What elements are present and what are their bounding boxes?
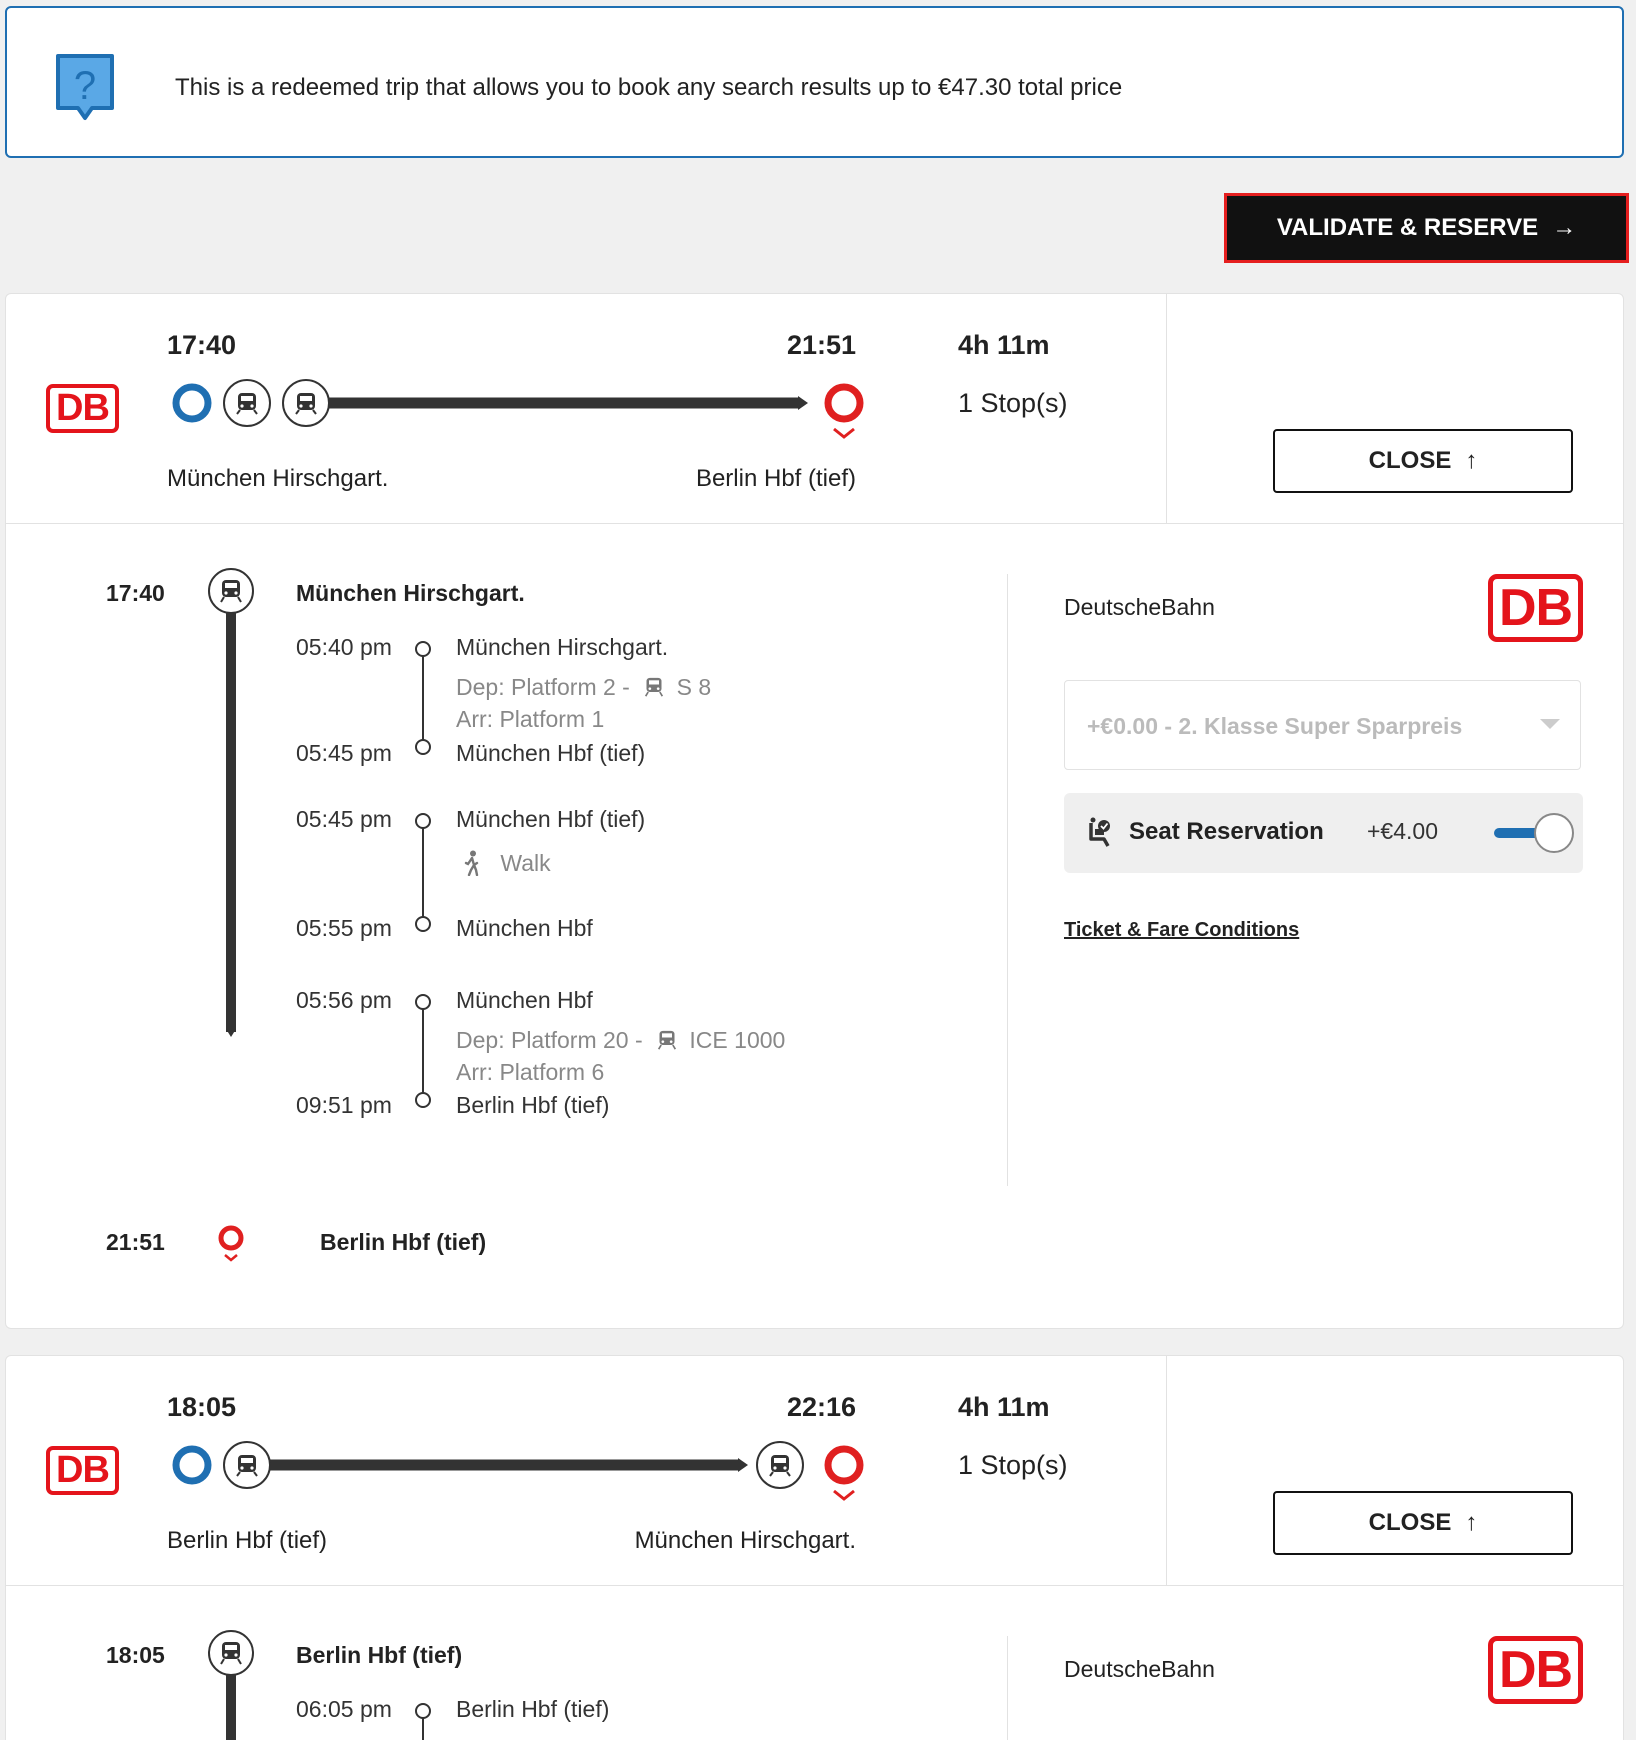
arrow-up-icon: ↑ xyxy=(1465,1509,1478,1536)
detail-end-time: 21:51 xyxy=(106,1229,165,1255)
trip-duration: 4h 11m xyxy=(958,1392,1050,1422)
validate-reserve-button[interactable] xyxy=(1224,193,1629,263)
trip-card xyxy=(5,1355,1624,1740)
segment-departure-time: 05:40 pm xyxy=(296,634,392,660)
arrival-station: Berlin Hbf (tief) xyxy=(695,465,856,492)
trip-card xyxy=(5,293,1624,1329)
detail-divider xyxy=(1007,1636,1008,1740)
train-icon xyxy=(224,1442,270,1488)
trip-summary xyxy=(6,1356,1624,1586)
segment-departure-time: 05:56 pm xyxy=(296,987,392,1013)
arrival-time: 22:16 xyxy=(786,1392,856,1422)
arrow-right-icon: → xyxy=(1552,214,1577,241)
segment-line xyxy=(413,811,433,936)
train-icon xyxy=(757,1442,803,1488)
svg-text:?: ? xyxy=(73,64,97,108)
arrival-station: München Hirschgart. xyxy=(634,1527,856,1554)
departure-station: Berlin Hbf (tief) xyxy=(167,1527,328,1554)
detail-start-time: 18:05 xyxy=(106,1642,165,1668)
segment-arrival-station: München Hbf (tief) xyxy=(456,740,646,766)
ticket-fare-conditions-link[interactable]: Ticket & Fare Conditions xyxy=(1064,919,1300,941)
fare-selected-value: +€0.00 - 2. Klasse Super Sparpreis xyxy=(1087,713,1463,739)
route-timeline xyxy=(166,1436,886,1516)
arrival-time: 21:51 xyxy=(786,330,856,360)
origin-marker-icon xyxy=(176,387,208,419)
detail-start-station: München Hirschgart. xyxy=(296,580,525,606)
segment-arrival-station: München Hbf xyxy=(456,915,593,941)
origin-marker-icon xyxy=(176,1449,208,1481)
detail-divider xyxy=(1007,574,1008,1186)
trip-stops: 1 Stop(s) xyxy=(958,1450,1068,1480)
segment-walk xyxy=(462,850,551,877)
db-logo: DB xyxy=(46,384,119,433)
carrier-name: DeutscheBahn xyxy=(1064,594,1215,620)
destination-marker-icon xyxy=(828,1449,860,1499)
segment-arrival-platform: Arr: Platform 1 xyxy=(456,706,605,732)
question-bubble-icon xyxy=(54,52,116,124)
line-end-arrow-icon xyxy=(224,1029,238,1039)
segment-departure-time: 05:45 pm xyxy=(296,806,392,832)
train-icon xyxy=(208,568,254,614)
seat-reservation-option xyxy=(1064,793,1583,873)
route-timeline xyxy=(166,374,886,454)
segment-line xyxy=(413,992,433,1112)
segment-departure-station: München Hbf xyxy=(456,987,593,1013)
destination-marker-icon xyxy=(216,1224,246,1266)
segment-arrival-time: 05:55 pm xyxy=(296,915,392,941)
db-logo: DB xyxy=(1488,574,1583,642)
walk-label: Walk xyxy=(500,850,551,876)
close-label: CLOSE xyxy=(1368,447,1452,474)
redeemed-trip-banner xyxy=(5,6,1624,158)
segment-departure-platform xyxy=(456,1027,785,1054)
platform-text: Dep: Platform 20 - xyxy=(456,1027,643,1053)
detail-end-station: Berlin Hbf (tief) xyxy=(320,1229,487,1255)
segment-line xyxy=(413,639,433,759)
journey-line xyxy=(226,1674,236,1740)
chevron-down-icon xyxy=(1540,719,1560,729)
departure-station: München Hirschgart. xyxy=(167,465,389,492)
db-logo: DB xyxy=(1488,1636,1583,1704)
carrier-name: DeutscheBahn xyxy=(1064,1656,1215,1682)
train-icon xyxy=(657,1029,677,1051)
train-icon xyxy=(224,380,270,426)
trip-summary xyxy=(6,294,1624,524)
segment-departure-station: München Hirschgart. xyxy=(456,634,669,660)
validate-reserve-label: VALIDATE & RESERVE xyxy=(1276,214,1539,241)
segment-arrival-station: Berlin Hbf (tief) xyxy=(456,1092,610,1118)
seat-reservation-toggle[interactable] xyxy=(1494,813,1576,853)
trip-stops: 1 Stop(s) xyxy=(958,388,1068,418)
trip-duration: 4h 11m xyxy=(958,330,1050,360)
db-logo: DB xyxy=(46,1446,119,1495)
detail-start-station: Berlin Hbf (tief) xyxy=(296,1642,463,1668)
detail-start-time: 17:40 xyxy=(106,580,165,606)
close-label: CLOSE xyxy=(1368,1509,1452,1536)
train-number: ICE 1000 xyxy=(689,1027,786,1053)
train-icon xyxy=(283,380,329,426)
close-button[interactable] xyxy=(1273,429,1573,493)
journey-line xyxy=(226,612,236,1032)
close-button[interactable] xyxy=(1273,1491,1573,1555)
segment-departure-station: München Hbf (tief) xyxy=(456,806,646,832)
summary-divider xyxy=(1166,294,1167,524)
seat-reservation-label: Seat Reservation xyxy=(1129,818,1324,845)
segment-departure-station: Berlin Hbf (tief) xyxy=(456,1696,610,1722)
segment-line xyxy=(413,1701,433,1740)
banner-text: This is a redeemed trip that allows you to book any search results up to €47.30 total price xyxy=(175,74,1123,101)
segment-departure-platform xyxy=(456,674,711,701)
departure-time: 17:40 xyxy=(167,330,237,360)
train-icon xyxy=(644,676,664,698)
seat-icon xyxy=(1086,817,1114,847)
summary-divider xyxy=(1166,1356,1167,1586)
walk-icon xyxy=(462,850,482,876)
platform-text: Dep: Platform 2 - xyxy=(456,674,630,700)
seat-reservation-price: +€4.00 xyxy=(1367,818,1438,844)
segment-arrival-time: 05:45 pm xyxy=(296,740,392,766)
segment-arrival-time: 09:51 pm xyxy=(296,1092,392,1118)
train-number: S 8 xyxy=(676,674,712,700)
arrow-up-icon: ↑ xyxy=(1465,447,1478,474)
segment-departure-time: 06:05 pm xyxy=(296,1696,392,1722)
fare-select[interactable] xyxy=(1064,680,1581,770)
departure-time: 18:05 xyxy=(167,1392,237,1422)
segment-arrival-platform: Arr: Platform 6 xyxy=(456,1059,605,1085)
toggle-knob xyxy=(1534,813,1574,853)
train-icon xyxy=(208,1630,254,1676)
destination-marker-icon xyxy=(828,387,860,437)
